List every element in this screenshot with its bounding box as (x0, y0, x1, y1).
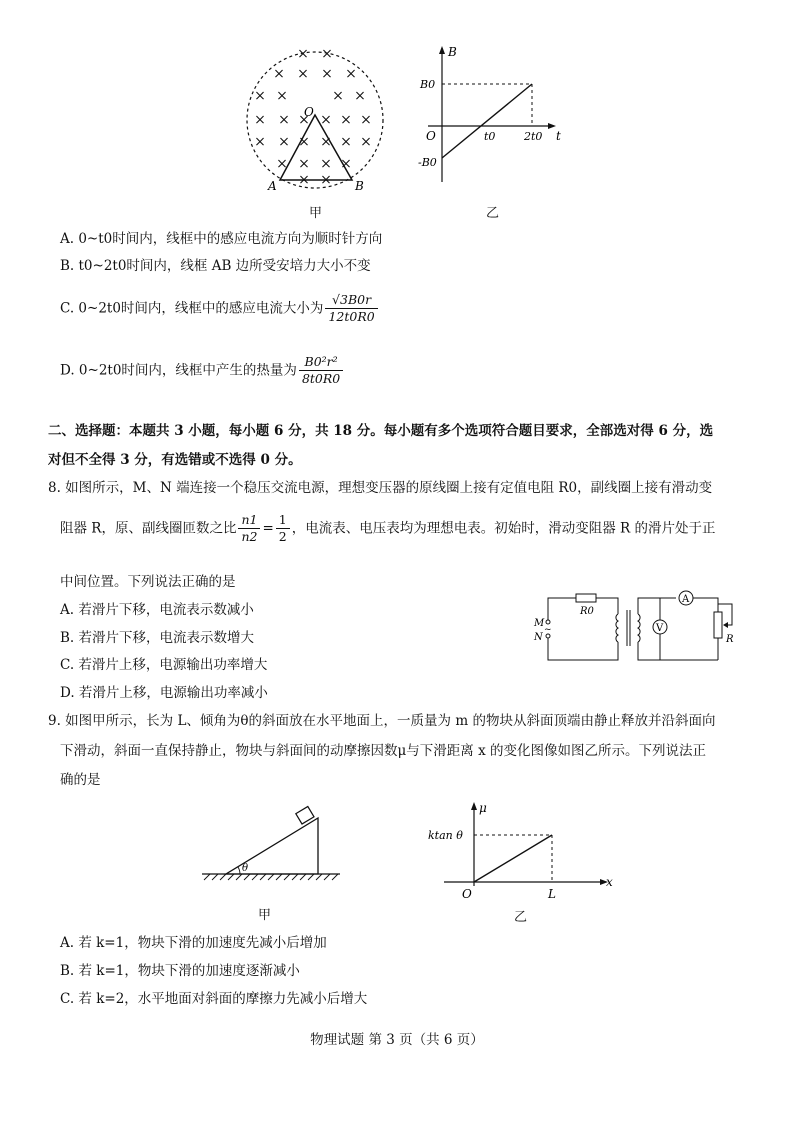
svg-text:×: × (345, 66, 357, 82)
q7-option-d (60, 354, 345, 387)
q7-option-d-fraction (299, 354, 343, 387)
q7-c-numerator: √3B0r (325, 292, 377, 309)
svg-text:×: × (320, 112, 332, 128)
q8-ratio-n2: n2 (241, 529, 258, 544)
q8-line-2 (60, 512, 716, 545)
q8-ratio-2: 2 (278, 529, 287, 544)
q8-option-a: A. 若滑片下移，电流表示数减小 (60, 602, 254, 618)
primary-coil (616, 614, 618, 642)
q8-option-b: B. 若滑片下移，电流表示数增大 (60, 630, 255, 646)
svg-text:×: × (320, 134, 332, 150)
q8-circuit-diagram (528, 584, 744, 664)
q9-figure-jia-incline (196, 800, 346, 892)
y-axis-arrow (439, 46, 445, 54)
label-A: A (268, 179, 277, 193)
q8-option-c: C. 若滑片上移，电源输出功率增大 (60, 657, 268, 673)
svg-text:×: × (321, 66, 333, 82)
rheostat-slider (718, 604, 732, 625)
incline-slope (226, 818, 318, 874)
label-N: N (534, 632, 543, 643)
q9-line-1: 9. 如图甲所示，长为 L、倾角为θ的斜面放在水平地面上，一质量为 m 的物块从斜面顶端由静止释放并沿斜面向 (48, 713, 716, 729)
q8-line-3: 中间位置。下列说法正确的是 (60, 574, 236, 590)
secondary-coil (638, 614, 640, 642)
section-2-line-1: 二、选择题：本题共 3 小题，每小题 6 分，共 18 分。每小题有多个选项符合题目要求，全部选对得 6 分，选 (48, 423, 714, 439)
primary-wire-right (596, 598, 618, 614)
primary-wire-bottom (548, 638, 618, 660)
ground-hatching (204, 874, 338, 880)
figure-1-jia (238, 40, 388, 200)
label-V-meter: V (656, 623, 664, 634)
q9-figure-yi-graph (428, 798, 618, 908)
svg-text:×: × (278, 112, 290, 128)
q9-line-3: 确的是 (60, 772, 101, 788)
svg-text:×: × (297, 66, 309, 82)
q8-ratio-eq: = (262, 520, 274, 537)
rheostat-R (714, 612, 722, 638)
q7-option-c-prefix: C. 0~2t0时间内，线框中的感应电流大小为 (60, 300, 324, 317)
axis-label-B: B (448, 45, 457, 59)
caption-yi-2: 乙 (514, 910, 528, 925)
secondary-wire-top (638, 598, 676, 614)
q9-line-2: 下滑动，斜面一直保持静止，物块与斜面间的动摩擦因数μ与下滑距离 x 的变化图像如图乙所示。下列说法正 (60, 743, 706, 759)
q7-d-denominator: 8t0R0 (301, 371, 341, 386)
label-theta: θ (242, 863, 249, 874)
svg-text:×: × (360, 134, 372, 150)
q7-d-numerator: B0²r² (299, 354, 343, 371)
svg-text:×: × (254, 134, 266, 150)
q8-ratio-n1: n1 (238, 512, 260, 529)
svg-text:×: × (298, 134, 310, 150)
axis-label-mu: μ (479, 801, 487, 815)
svg-text:×: × (298, 112, 310, 128)
q8-ratio-1: 1 (276, 512, 290, 529)
label-B0: B0 (420, 78, 436, 91)
label-negB0: -B0 (418, 156, 437, 169)
q9-option-a: A. 若 k=1，物块下滑的加速度先减小后增加 (60, 935, 327, 951)
label-R: R (726, 634, 734, 645)
q7-option-b: B. t0~2t0时间内，线框 AB 边所受安培力大小不变 (60, 258, 371, 274)
ac-symbol: ~ (544, 625, 552, 635)
q7-option-a: A. 0~t0时间内，线框中的感应电流方向为顺时针方向 (60, 231, 383, 247)
caption-jia-2: 甲 (258, 908, 272, 923)
q8-line-2-suffix: ，电流表、电压表均为理想电表。初始时，滑动变阻器 R 的滑片处于正 (291, 520, 716, 537)
page-footer: 物理试题 第 3 页（共 6 页） (310, 1032, 484, 1048)
angle-arc (238, 867, 240, 874)
q9-option-b: B. 若 k=1，物块下滑的加速度逐渐减小 (60, 963, 300, 979)
figure-1-yi-graph (418, 42, 568, 192)
terminal-M (546, 620, 550, 624)
svg-text:×: × (320, 172, 332, 188)
b-t-line (442, 84, 532, 158)
primary-wire-top (548, 598, 576, 620)
label-L: L (548, 887, 556, 901)
q7-c-denominator: 12t0R0 (328, 309, 375, 324)
q8-ratio-value (276, 512, 290, 545)
label-B: B (355, 179, 364, 193)
q8-line-2-prefix: 阻器 R，原、副线圈匝数之比 (60, 520, 237, 537)
svg-text:×: × (254, 112, 266, 128)
q8-ratio-n1-n2 (238, 512, 260, 545)
svg-text:×: × (298, 156, 310, 172)
label-ktan: ktan θ (428, 829, 463, 842)
mu-x-line (474, 835, 552, 882)
q7-option-c (60, 292, 380, 325)
svg-text:×: × (297, 46, 309, 62)
resistor-R0 (576, 594, 596, 602)
axis-label-t: t (556, 129, 561, 143)
q9-option-c: C. 若 k=2，水平地面对斜面的摩擦力先减小后增大 (60, 991, 368, 1007)
axis-label-x: x (606, 875, 613, 889)
mu-axis-arrow (471, 802, 477, 810)
svg-text:×: × (273, 66, 285, 82)
secondary-wire-bottom (638, 642, 718, 660)
label-M: M (534, 618, 545, 629)
ammeter-wire-right (693, 598, 718, 612)
label-t0: t0 (484, 130, 496, 143)
svg-text:×: × (254, 88, 266, 104)
caption-yi-1: 乙 (486, 206, 500, 221)
section-2-line-2: 对但不全得 3 分，有选错或不选得 0 分。 (48, 452, 302, 468)
label-R0: R0 (580, 606, 594, 617)
svg-text:×: × (360, 112, 372, 128)
svg-text:×: × (276, 88, 288, 104)
label-A-meter: A (682, 594, 690, 605)
q8-line-1: 8. 如图所示，M、N 端连接一个稳压交流电源，理想变压器的原线圈上接有定值电阻 R0，副线圈上接有滑动变 (48, 480, 713, 496)
q7-option-c-fraction (325, 292, 377, 325)
label-O: O (304, 105, 314, 119)
slider-arrow (723, 622, 728, 628)
q8-option-d: D. 若滑片上移，电源输出功率减小 (60, 685, 268, 701)
x-axis-arrow (548, 123, 556, 129)
svg-text:×: × (340, 112, 352, 128)
svg-text:×: × (298, 172, 310, 188)
svg-text:×: × (321, 46, 333, 62)
label-2t0: 2t0 (524, 130, 543, 143)
svg-text:×: × (320, 156, 332, 172)
svg-text:×: × (340, 134, 352, 150)
q7-option-d-prefix: D. 0~2t0时间内，线框中产生的热量为 (60, 362, 297, 379)
svg-text:×: × (340, 156, 352, 172)
svg-text:×: × (276, 156, 288, 172)
svg-text:×: × (332, 88, 344, 104)
svg-text:×: × (278, 134, 290, 150)
caption-jia-1: 甲 (309, 206, 323, 221)
svg-text:×: × (354, 88, 366, 104)
origin-label-2: O (462, 887, 472, 901)
origin-label: O (426, 129, 436, 143)
